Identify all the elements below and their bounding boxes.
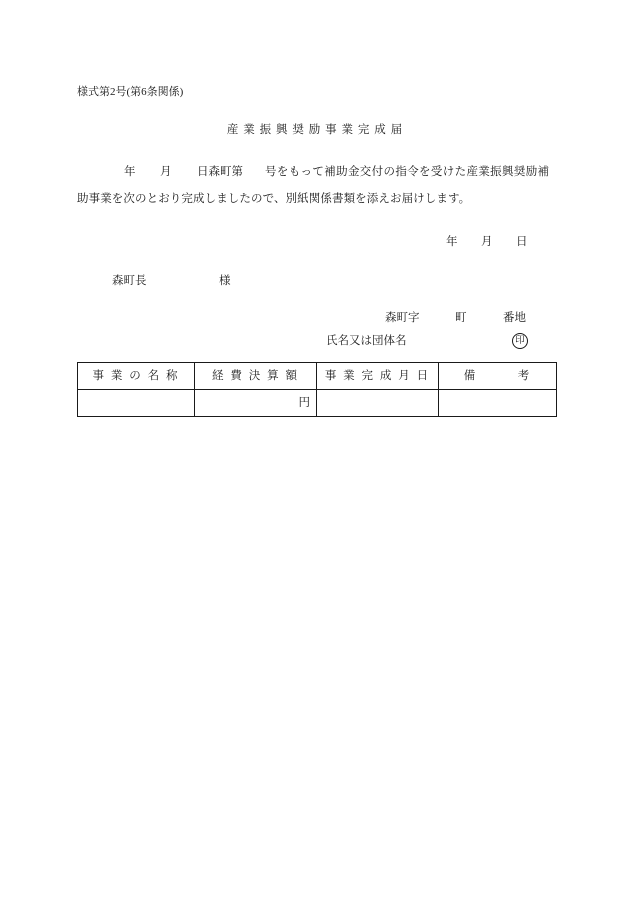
seal-mark-icon: 印 [512, 333, 528, 349]
header-completion-date: 事 業 完 成 月 日 [317, 363, 439, 390]
date-day-label: 日 [516, 236, 528, 248]
addressee-name: 森町長 [112, 275, 147, 287]
cell-expense-amount: 円 [195, 390, 317, 417]
body-line-1: 号をもって補助金交付の指令を受けた産業振興奨励補 [265, 166, 550, 178]
cell-remarks [439, 390, 557, 417]
header-expense-amount: 経 費 決 算 額 [195, 363, 317, 390]
body-line-2: 助事業を次のとおり完成しましたので、別紙関係書類を添えお届けします。 [77, 193, 471, 205]
body-day-reference-label: 日森町第 [197, 166, 243, 178]
body-year-label: 年 [124, 166, 136, 178]
applicant-lot-label: 番地 [503, 312, 526, 324]
addressee-honorific: 様 [219, 275, 231, 287]
cell-completion-date [317, 390, 439, 417]
body-month-label: 月 [160, 166, 172, 178]
applicant-name-label: 氏名又は団体名 [326, 335, 407, 347]
form-number: 様式第2号(第6条関係) [77, 86, 184, 98]
table-header-row [78, 363, 557, 390]
applicant-address-prefix: 森町字 [385, 312, 420, 324]
applicant-town-label: 町 [455, 312, 467, 324]
date-year-label: 年 [446, 236, 458, 248]
table-row [78, 390, 557, 417]
cell-project-name [78, 390, 195, 417]
header-project-name: 事 業 の 名 称 [78, 363, 195, 390]
project-summary-table [77, 362, 557, 417]
date-month-label: 月 [481, 236, 493, 248]
header-remarks: 備 考 [439, 363, 557, 390]
document-title: 産 業 振 興 奨 励 事 業 完 成 届 [226, 124, 404, 136]
